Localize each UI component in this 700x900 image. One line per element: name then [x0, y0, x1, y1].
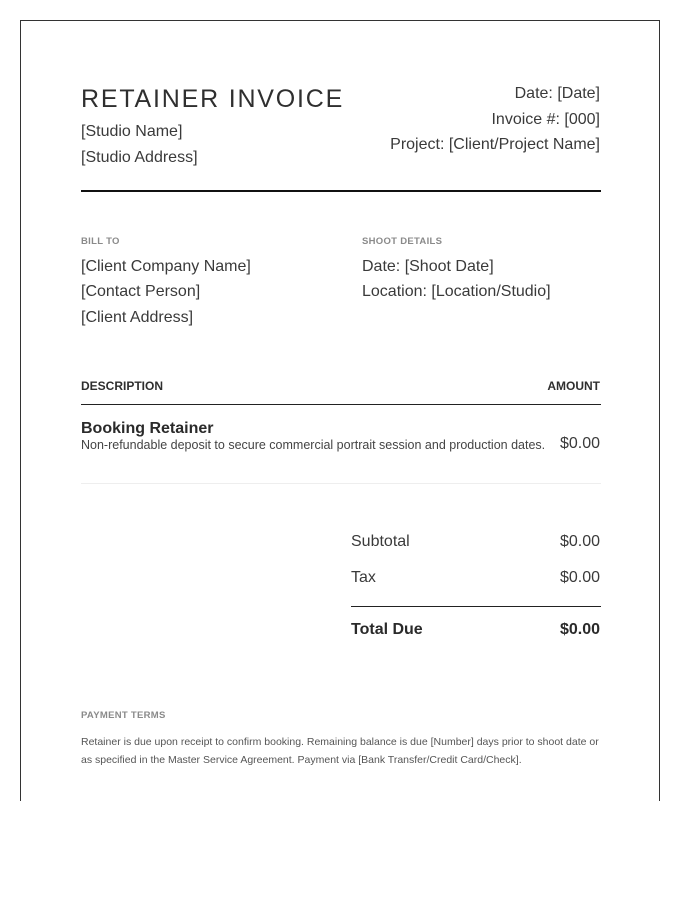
table-header-divider [81, 404, 601, 405]
line-item-amount: $0.00 [559, 435, 600, 452]
invoice-number: Invoice #: [000] [491, 111, 600, 128]
invoice-date: Date: [Date] [514, 85, 600, 102]
payment-terms-text: Retainer is due upon receipt to confirm booking. Remaining balance is due [Number] days prior to shoot date or as specified in the Master Service Agreement. Payment via [Bank Transfer/Credit Card/Check]. [81, 736, 599, 766]
client-contact: [Contact Person] [81, 283, 201, 300]
shoot-date: Date: [Shoot Date] [362, 258, 494, 275]
line-item-title: Booking Retainer [81, 420, 214, 437]
shoot-location: Location: [Location/Studio] [362, 283, 551, 300]
description-header: DESCRIPTION [81, 379, 164, 393]
invoice-page [20, 20, 660, 801]
subtotal-label: Subtotal [351, 533, 410, 550]
client-company: [Client Company Name] [81, 258, 251, 275]
total-due-value: $0.00 [559, 621, 600, 638]
bill-to-label: BILL TO [81, 236, 120, 247]
invoice-title: RETAINER INVOICE [81, 85, 345, 113]
amount-header: AMOUNT [547, 379, 600, 393]
studio-name: [Studio Name] [81, 123, 183, 140]
shoot-details-label: SHOOT DETAILS [362, 236, 443, 247]
table-row-divider [81, 483, 601, 484]
payment-terms-label: PAYMENT TERMS [81, 710, 166, 721]
invoice-project: Project: [Client/Project Name] [390, 136, 600, 153]
client-address: [Client Address] [81, 309, 194, 326]
studio-address: [Studio Address] [81, 149, 198, 166]
header-divider [81, 190, 601, 192]
totals-divider [351, 606, 601, 607]
total-due-label: Total Due [351, 621, 423, 638]
line-item-description: Non-refundable deposit to secure commercial portrait session and production dates. [81, 438, 546, 452]
subtotal-value: $0.00 [559, 533, 600, 550]
tax-label: Tax [351, 569, 376, 586]
tax-value: $0.00 [559, 569, 600, 586]
